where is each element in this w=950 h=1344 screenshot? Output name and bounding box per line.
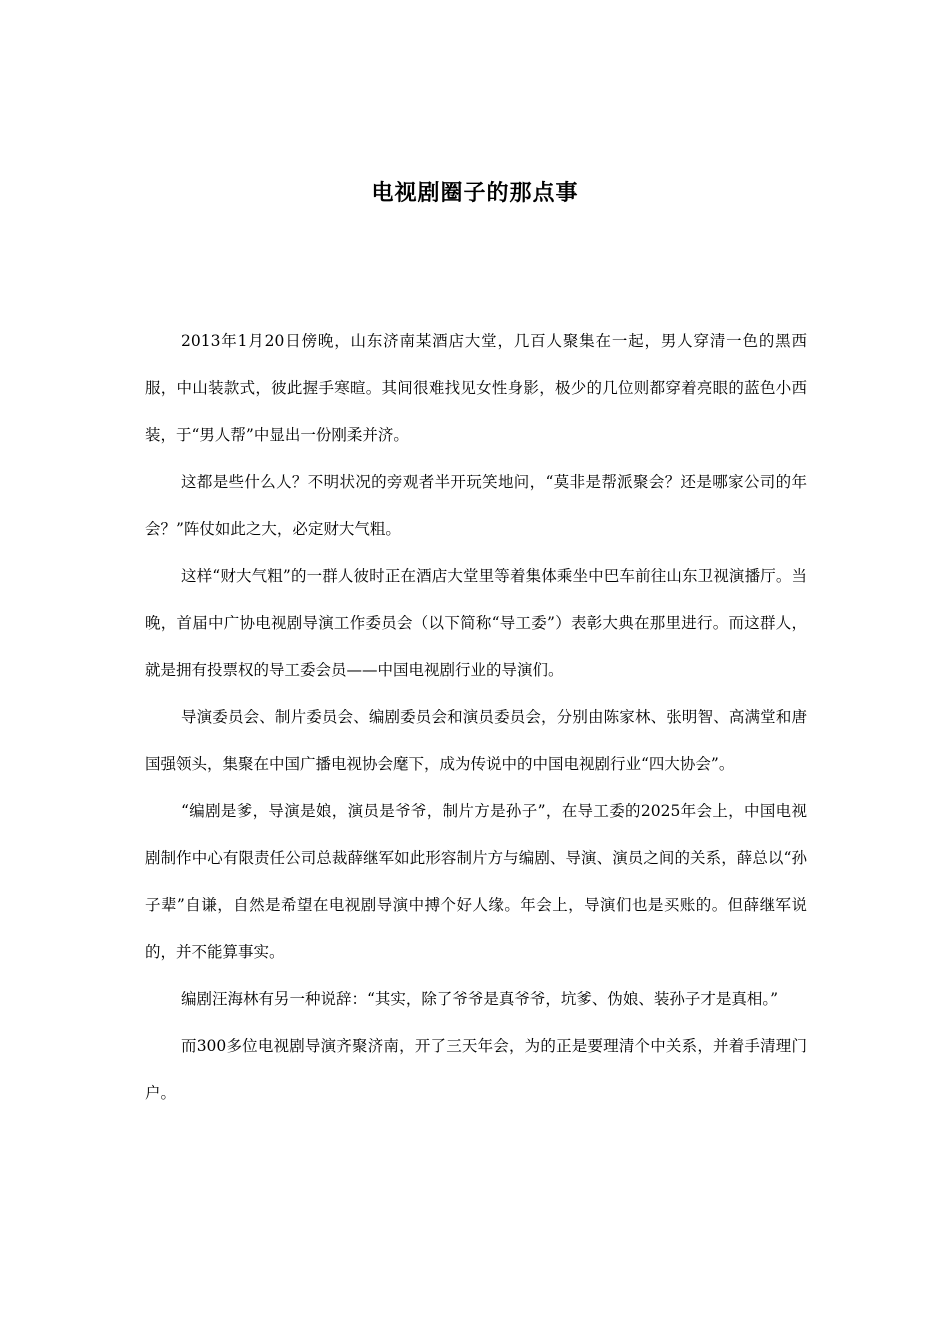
paragraph-5: “编剧是爹，导演是娘，演员是爷爷，制片方是孙子”，在导工委的2025年会上，中国电视剧制作中心有限责任公司总裁薛继军如此形容制片方与编剧、导演、演员之间的关系，薛总以“孙子辈”自谦，自然是希望在电视剧导演中搏个好人缘。年会上，导演们也是买账的。但薛继军说的，并不能算事实。 xyxy=(145,802,807,961)
paragraph-7: 而300多位电视剧导演齐聚济南，开了三天年会，为的正是要理清个中关系，并着手清理门户。 xyxy=(145,1037,807,1102)
paragraph-2: 这都是些什么人？不明状况的旁观者半开玩笑地问，“莫非是帮派聚会？还是哪家公司的年会？”阵仗如此之大，必定财大气粗。 xyxy=(145,473,807,538)
paragraph-1: 2013年1月20日傍晚，山东济南某酒店大堂，几百人聚集在一起，男人穿清一色的黑西服，中山装款式，彼此握手寒暄。其间很难找见女性身影，极少的几位则都穿着亮眼的蓝色小西装，于“男人帮”中显出一份刚柔并济。 xyxy=(145,332,807,444)
paragraph-4: 导演委员会、制片委员会、编剧委员会和演员委员会，分别由陈家林、张明智、高满堂和唐国强领头，集聚在中国广播电视协会麾下，成为传说中的中国电视剧行业“四大协会”。 xyxy=(145,708,807,773)
document-title: 电视剧圈子的那点事 xyxy=(371,180,579,206)
paragraph-6: 编剧汪海林有另一种说辞：“其实，除了爷爷是真爷爷，坑爹、伪娘、装孙子才是真相。” xyxy=(181,990,779,1008)
paragraph-3: 这样“财大气粗”的一群人彼时正在酒店大堂里等着集体乘坐中巴车前往山东卫视演播厅。当晚，首届中广协电视剧导演工作委员会（以下简称“导工委”）表彰大典在那里进行。而这群人，就是拥有投票权的导工委会员——中国电视剧行业的导演们。 xyxy=(145,567,807,679)
document-body xyxy=(145,318,807,1117)
